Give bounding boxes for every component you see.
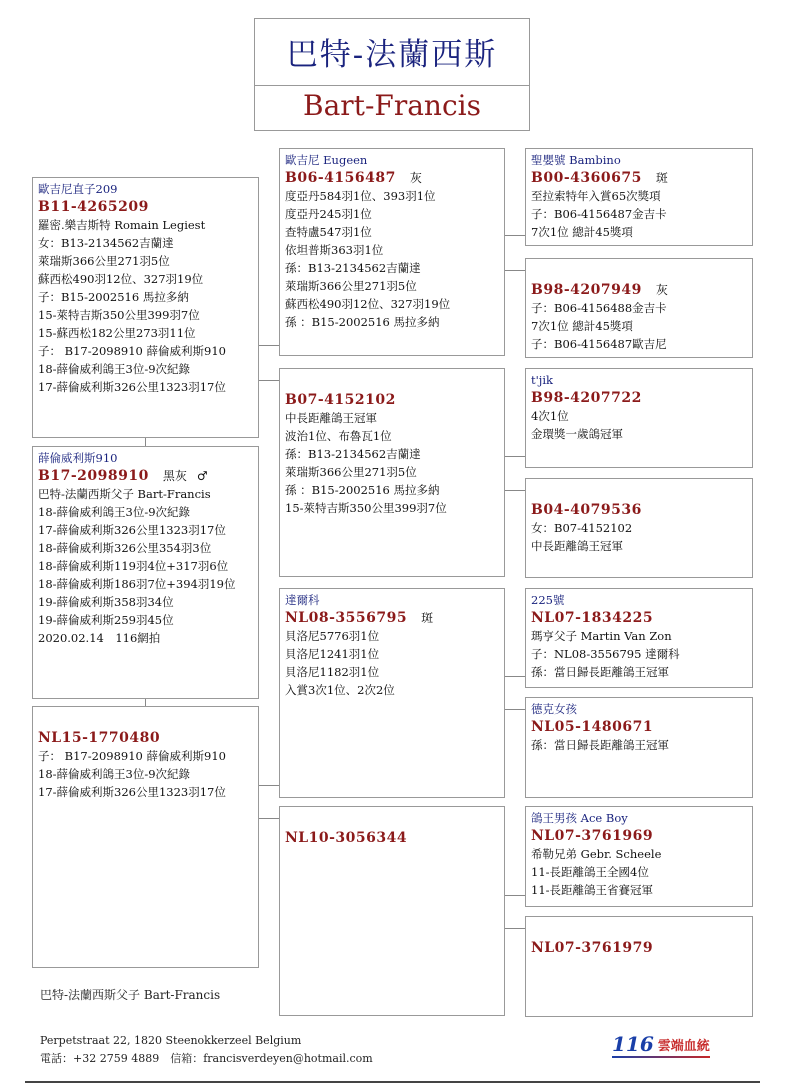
detail-line: 11-長距離鴿王省賽冠軍 bbox=[531, 883, 654, 897]
detail-line: 貝洛尼1241羽1位 bbox=[285, 647, 380, 661]
pigeon-details bbox=[531, 627, 747, 681]
detail-line: 17-薛倫威利斯326公里1323羽17位 bbox=[38, 380, 226, 394]
detail-line: 子：B15-2002516 馬拉多納 bbox=[38, 290, 189, 304]
pigeon-name: 達爾科 bbox=[285, 593, 320, 607]
logo-underline bbox=[612, 1056, 710, 1058]
detail-line: 萊瑞斯366公里271羽5位 bbox=[285, 465, 417, 479]
gen3-card-1 bbox=[525, 148, 753, 246]
ring-number: B07-4152102 bbox=[285, 392, 396, 408]
logo-text: 雲端血統 bbox=[657, 1039, 710, 1054]
contact-info: 電話：+32 2759 4889 信箱：francisverdeyen@hotmail.com bbox=[40, 1052, 373, 1065]
pigeon-details bbox=[38, 485, 253, 647]
gen2-card-1 bbox=[279, 148, 505, 356]
detail-line: 貝洛尼5776羽1位 bbox=[285, 629, 380, 643]
dam-card bbox=[32, 706, 259, 968]
detail-line: 巴特-法蘭西斯父子 Bart-Francis bbox=[38, 487, 211, 501]
ring-number: NL07-3761979 bbox=[531, 940, 654, 956]
detail-line: 18-薛倫威利斯119羽4位+317羽6位 bbox=[38, 559, 229, 573]
ring-number: B98-4207949 灰 bbox=[531, 282, 668, 298]
connector-line bbox=[505, 895, 525, 896]
detail-line: 度亞丹245羽1位 bbox=[285, 207, 372, 221]
ring-number: B17-2098910 黑灰 ♂ bbox=[38, 468, 208, 484]
detail-line: 15-萊特吉斯350公里399羽7位 bbox=[285, 501, 447, 515]
detail-line: 孫：B13-2134562吉蘭達 bbox=[285, 447, 421, 461]
logo-number: 116 bbox=[612, 1032, 654, 1056]
pigeon-name: 聖嬰號 Bambino bbox=[531, 153, 621, 167]
detail-line: 孫：當日歸長距離鴿王冠軍 bbox=[531, 665, 669, 679]
pigeon-name: t'jik bbox=[531, 373, 553, 387]
detail-line: 萊瑞斯366公里271羽5位 bbox=[38, 254, 170, 268]
detail-line: 查特盧547羽1位 bbox=[285, 225, 372, 239]
connector-line bbox=[259, 380, 279, 381]
ring-number: NL07-3761969 bbox=[531, 828, 654, 844]
ring-number: NL15-1770480 bbox=[38, 730, 161, 746]
pigeon-details bbox=[531, 519, 747, 555]
sire-card bbox=[32, 177, 259, 438]
gen3-card-2 bbox=[525, 258, 753, 358]
pigeon-details bbox=[531, 736, 747, 754]
detail-line: 17-薛倫威利斯326公里1323羽17位 bbox=[38, 785, 226, 799]
connector-line bbox=[505, 235, 525, 236]
pigeon-details bbox=[285, 627, 499, 699]
detail-line: 18-薛倫威利鴿王3位-9次紀錄 bbox=[38, 767, 191, 781]
pedigree-title-box bbox=[254, 18, 530, 131]
connector-line bbox=[505, 490, 525, 491]
detail-line: 子： B17-2098910 薛倫威利斯910 bbox=[38, 749, 226, 763]
detail-line: 中長距離鴿王冠軍 bbox=[531, 539, 623, 553]
detail-line: 希勒兄弟 Gebr. Scheele bbox=[531, 847, 662, 861]
ring-number: B11-4265209 bbox=[38, 199, 149, 215]
address: Perpetstraat 22, 1820 Steenokkerzeel Belgium bbox=[40, 1034, 302, 1047]
title-english: Bart-Francis bbox=[303, 89, 481, 122]
pigeon-name: 歐吉尼 Eugeen bbox=[285, 153, 368, 167]
ring-number: NL05-1480671 bbox=[531, 719, 654, 735]
detail-line: 度亞丹584羽1位、393羽1位 bbox=[285, 189, 436, 203]
detail-line: 蘇西松490羽12位、327羽19位 bbox=[38, 272, 204, 286]
ring-number: B06-4156487 灰 bbox=[285, 170, 422, 186]
detail-line: 4次1位 bbox=[531, 409, 569, 423]
connector-line bbox=[505, 709, 525, 710]
detail-line: 貝洛尼1182羽1位 bbox=[285, 665, 380, 679]
detail-line: 子：NL08-3556795 達爾科 bbox=[531, 647, 680, 661]
pigeon-details bbox=[38, 216, 253, 396]
gen2-card-2 bbox=[279, 368, 505, 577]
pigeon-details bbox=[531, 407, 747, 443]
ring-number: NL07-1834225 bbox=[531, 610, 654, 626]
pigeon-details bbox=[285, 409, 499, 517]
detail-line: 子： B17-2098910 薛倫威利斯910 bbox=[38, 344, 226, 358]
pigeon-details bbox=[285, 187, 499, 331]
pigeon-details bbox=[531, 299, 747, 353]
owner-name: 巴特-法蘭西斯父子 Bart-Francis bbox=[40, 988, 221, 1002]
pigeon-color: 灰 bbox=[409, 171, 422, 185]
detail-line: 2020.02.14 116網拍 bbox=[38, 631, 161, 645]
connector-line bbox=[505, 270, 525, 271]
pigeon-details bbox=[38, 747, 253, 801]
detail-line: 子：B06-4156487金吉卡 bbox=[531, 207, 667, 221]
detail-line: 女：B07-4152102 bbox=[531, 521, 633, 535]
detail-line: 19-薛倫威利斯259羽45位 bbox=[38, 613, 174, 627]
detail-line: 子：B06-4156487歐吉尼 bbox=[531, 337, 667, 351]
pigeon-color: 黑灰 bbox=[162, 469, 187, 483]
connector-line bbox=[145, 699, 146, 706]
gen3-card-8 bbox=[525, 916, 753, 1017]
gen3-card-5 bbox=[525, 588, 753, 688]
ring-number: B00-4360675 斑 bbox=[531, 170, 668, 186]
detail-line: 孫：B13-2134562吉蘭達 bbox=[285, 261, 421, 275]
detail-line: 7次1位 總計45獎項 bbox=[531, 225, 633, 239]
connector-line bbox=[505, 928, 525, 929]
detail-line: 孫 ：B15-2002516 馬拉多納 bbox=[285, 483, 440, 497]
detail-line: 子：B06-4156488金吉卡 bbox=[531, 301, 667, 315]
detail-line: 蘇西松490羽12位、327羽19位 bbox=[285, 297, 451, 311]
detail-line: 波治1位、布魯瓦1位 bbox=[285, 429, 392, 443]
detail-line: 萊瑞斯366公里271羽5位 bbox=[285, 279, 417, 293]
connector-line bbox=[259, 785, 279, 786]
ring-number: B98-4207722 bbox=[531, 390, 642, 406]
detail-line: 瑪亨父子 Martin Van Zon bbox=[531, 629, 672, 643]
detail-line: 至拉索特年入賞65次獎項 bbox=[531, 189, 661, 203]
ring-number: NL08-3556795 斑 bbox=[285, 610, 434, 626]
detail-line: 18-薛倫威利斯326公里354羽3位 bbox=[38, 541, 212, 555]
pigeon-name: 薛倫威利斯910 bbox=[38, 451, 118, 465]
detail-line: 11-長距離鴿王全國4位 bbox=[531, 865, 649, 879]
detail-line: 18-薛倫威利鴿王3位-9次紀錄 bbox=[38, 362, 191, 376]
pigeon-name: 鴿王男孩 Ace Boy bbox=[531, 811, 628, 825]
detail-line: 依坦普斯363羽1位 bbox=[285, 243, 384, 257]
subject-card bbox=[32, 446, 259, 699]
detail-line: 中長距離鴿王冠軍 bbox=[285, 411, 377, 425]
title-chinese: 巴特-法蘭西斯 bbox=[286, 37, 498, 73]
ring-number: B04-4079536 bbox=[531, 502, 642, 518]
detail-line: 15-蘇西松182公里273羽11位 bbox=[38, 326, 196, 340]
detail-line: 7次1位 總計45獎項 bbox=[531, 319, 633, 333]
gen3-card-7 bbox=[525, 806, 753, 907]
116-logo bbox=[612, 1030, 710, 1056]
connector-line bbox=[505, 676, 525, 677]
detail-line: 15-萊特吉斯350公里399羽7位 bbox=[38, 308, 200, 322]
detail-line: 18-薛倫威利斯186羽7位+394羽19位 bbox=[38, 577, 236, 591]
pigeon-name: 歐吉尼直子209 bbox=[38, 182, 118, 196]
detail-line: 19-薛倫威利斯358羽34位 bbox=[38, 595, 174, 609]
pigeon-name: 225號 bbox=[531, 593, 565, 607]
gen3-card-3 bbox=[525, 368, 753, 468]
bottom-divider bbox=[25, 1081, 760, 1083]
detail-line: 羅密.樂吉斯特 Romain Legiest bbox=[38, 218, 206, 232]
pigeon-details bbox=[531, 845, 747, 899]
detail-line: 入賞3次1位、2次2位 bbox=[285, 683, 395, 697]
connector-line bbox=[145, 438, 146, 446]
connector-line bbox=[259, 818, 279, 819]
detail-line: 孫：當日歸長距離鴿王冠軍 bbox=[531, 738, 669, 752]
detail-line: 孫 ：B15-2002516 馬拉多納 bbox=[285, 315, 440, 329]
contact-block bbox=[40, 1032, 373, 1068]
sex-symbol: ♂ bbox=[196, 469, 208, 483]
gen3-card-6 bbox=[525, 697, 753, 798]
title-divider bbox=[255, 85, 529, 86]
pigeon-color: 灰 bbox=[655, 283, 668, 297]
connector-line bbox=[259, 345, 279, 346]
pigeon-details bbox=[531, 187, 747, 241]
pigeon-color: 斑 bbox=[421, 611, 434, 625]
gen2-card-4 bbox=[279, 806, 505, 1016]
pigeon-color: 斑 bbox=[655, 171, 668, 185]
gen2-card-3 bbox=[279, 588, 505, 798]
ring-number: NL10-3056344 bbox=[285, 830, 408, 846]
detail-line: 18-薛倫威利鴿王3位-9次紀錄 bbox=[38, 505, 191, 519]
detail-line: 女：B13-2134562吉蘭達 bbox=[38, 236, 174, 250]
pigeon-name: 德克女孩 bbox=[531, 702, 577, 716]
detail-line: 17-薛倫威利斯326公里1323羽17位 bbox=[38, 523, 226, 537]
gen3-card-4 bbox=[525, 478, 753, 578]
connector-line bbox=[505, 456, 525, 457]
detail-line: 金環獎一歲鴿冠軍 bbox=[531, 427, 623, 441]
